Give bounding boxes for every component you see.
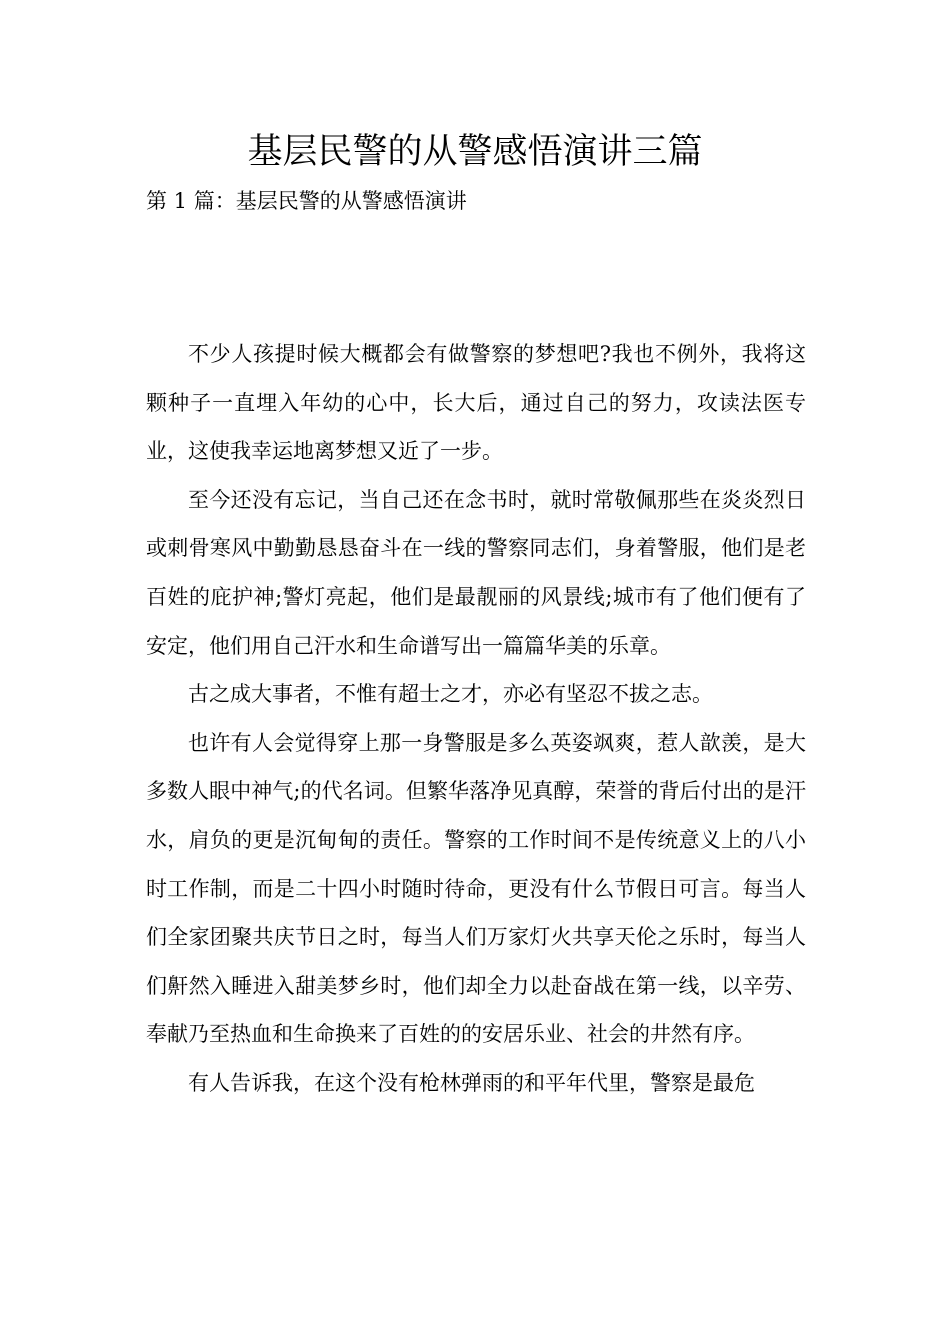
document-title: 基层民警的从警感悟演讲三篇 [247,132,703,172]
paragraph: 至今还没有忘记，当自己还在念书时，就时常敬佩那些在炎炎烈日或刺骨寒风中勤勤恳恳奋斗在一线的警察同志们，身着警服，他们是老百姓的庇护神;警灯亮起，他们是最靓丽的风景线;城市有了他们便有了安定，他们用自己汗水和生命谱写出一篇篇华美的乐章。 [146,487,806,658]
paragraph: 古之成大事者，不惟有超士之才，亦必有坚忍不拔之志。 [188,682,713,707]
document-body [146,330,806,1108]
paragraph: 不少人孩提时候大概都会有做警察的梦想吧?我也不例外，我将这颗种子一直埋入年幼的心中，长大后，通过自己的努力，攻读法医专业，这使我幸运地离梦想又近了一步。 [146,342,806,464]
paragraph: 有人告诉我，在这个没有枪林弹雨的和平年代里，警察是最危 [188,1070,755,1095]
section-heading: 第 1 篇：基层民警的从警感悟演讲 [146,189,467,213]
paragraph: 也许有人会觉得穿上那一身警服是多么英姿飒爽，惹人歆羡，是大多数人眼中神气;的代名词。但繁华落净见真醇，荣誉的背后付出的是汗水，肩负的更是沉甸甸的责任。警察的工作时间不是传统意义上的八小时工作制，而是二十四小时随时待命，更没有什么节假日可言。每当人们全家团聚共庆节日之时，每当人们万家灯火共享天伦之乐时，每当人们鼾然入睡进入甜美梦乡时，他们却全力以赴奋战在第一线，以辛劳、奉献乃至热血和生命换来了百姓的的安居乐业、社会的井然有序。 [146,730,806,1047]
